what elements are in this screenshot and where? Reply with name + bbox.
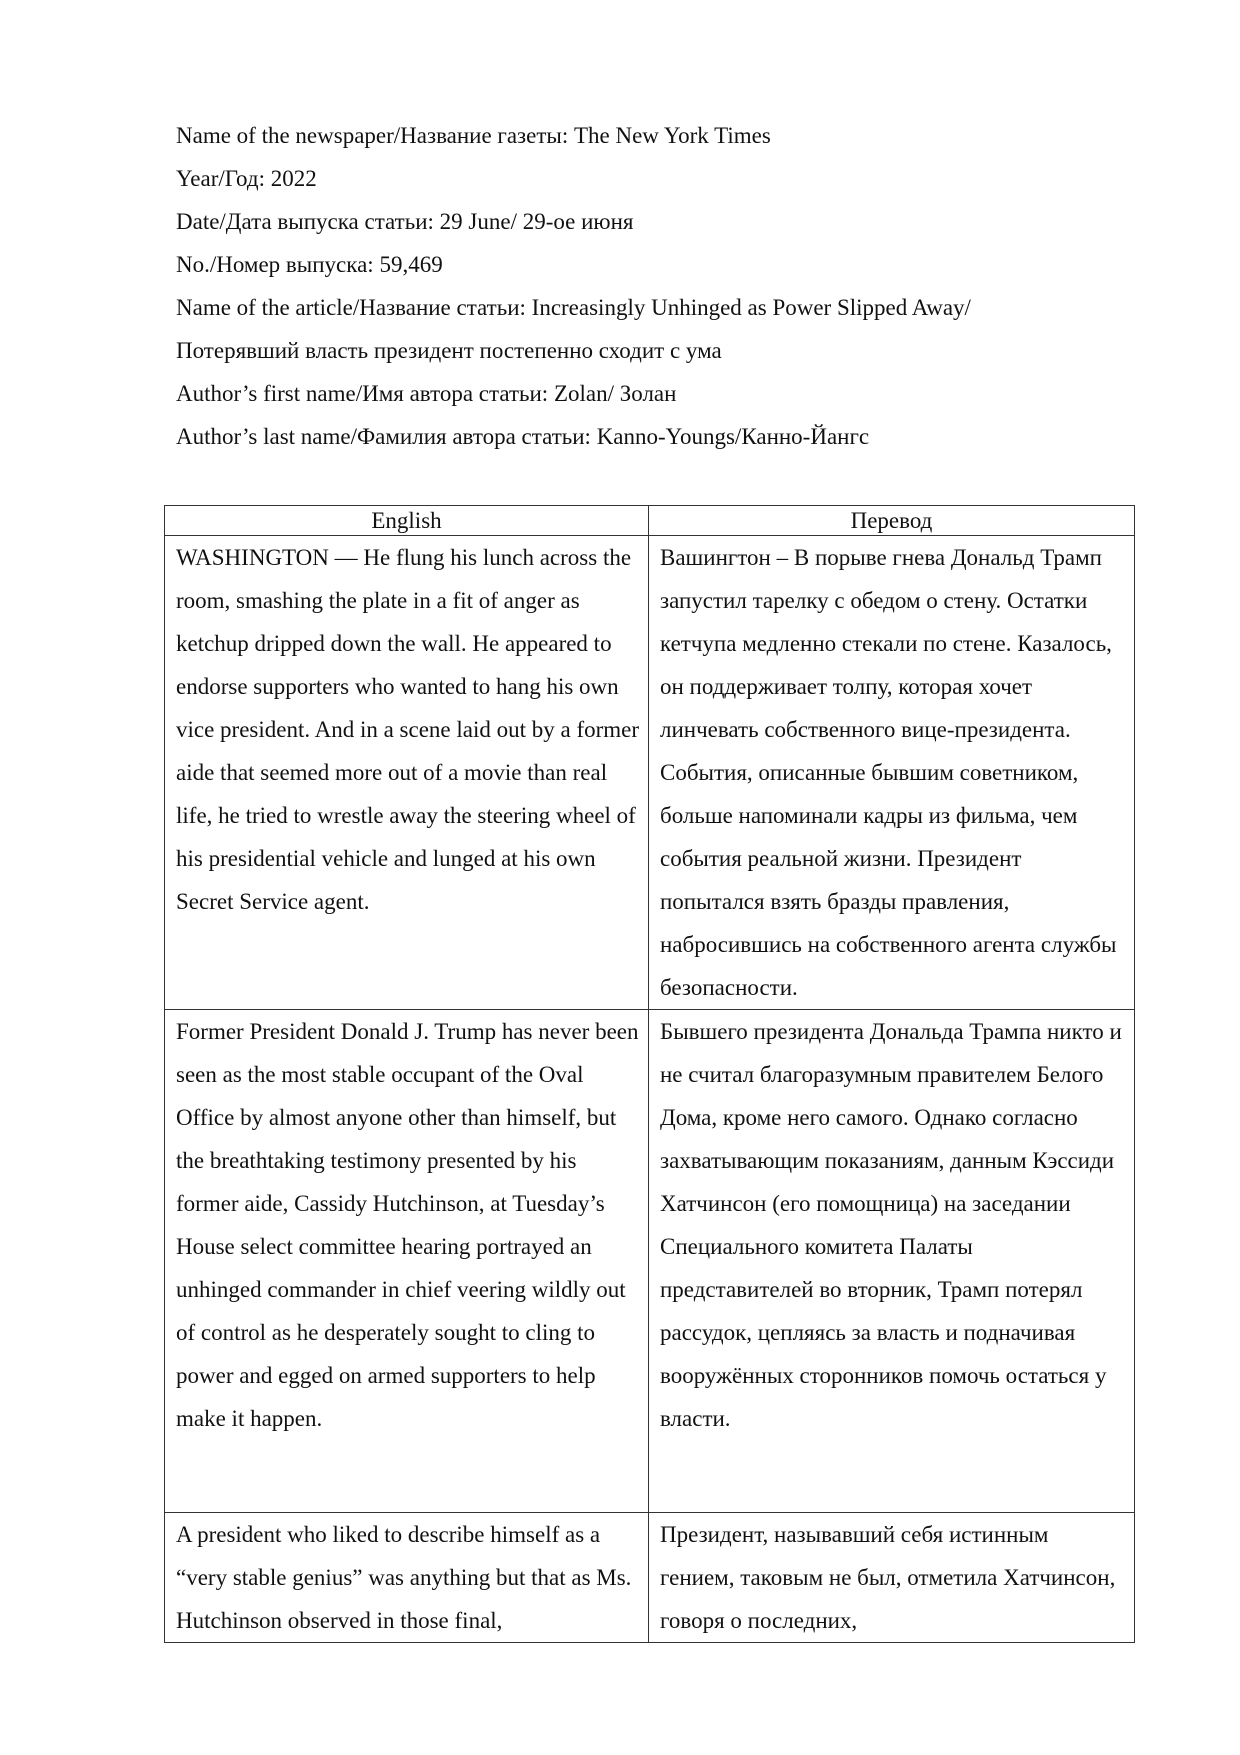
issue-number-line: No./Номер выпуска: 59,469 [176,252,443,277]
article-name-translation-line: Потерявший власть президент постепенно сходит с ума [176,338,722,363]
article-metadata [176,114,1096,458]
translation-cell: Бывшего президента Дональда Трампа никто и не считал благоразумным правителем Белого Дома, кроме него самого. Однако согласно захватывающим показаниям, данным Кэссиди Хатчинсон (его помощница) на заседании Специального комитета Палаты представителей во вторник, Трамп потерял рассудок, цепляясь за власть и подначивая вооружённых сторонников помочь остаться у власти. [649,1010,1135,1513]
translation-cell: Президент, называвший себя истинным гением, таковым не был, отметила Хатчинсон, говоря о последних, [649,1513,1135,1643]
english-cell: Former President Donald J. Trump has never been seen as the most stable occupant of the Oval Office by almost anyone other than himself, but the breathtaking testimony presented by his former aide, Cassidy Hutchinson, at Tuesday’s House select committee hearing portrayed an unhinged commander in chief veering wildly out of control as he desperately sought to cling to power and egged on armed supporters to help make it happen. [165,1010,649,1513]
author-last-name-line: Author’s last name/Фамилия автора статьи: Kanno-Youngs/Канно-Йангс [176,424,870,449]
table-header-row [165,506,1135,536]
newspaper-name-line: Name of the newspaper/Название газеты: The New York Times [176,123,771,148]
date-line: Date/Дата выпуска статьи: 29 June/ 29-ое июня [176,209,634,234]
table-row [165,1513,1135,1643]
article-name-line: Name of the article/Название статьи: Increasingly Unhinged as Power Slipped Away/ [176,295,971,320]
table-row [165,1010,1135,1513]
english-cell: A president who liked to describe himself as a “very stable genius” was anything but that as Ms. Hutchinson observed in those final, [165,1513,649,1643]
year-line: Year/Год: 2022 [176,166,317,191]
english-cell: WASHINGTON — He flung his lunch across the room, smashing the plate in a fit of anger as ketchup dripped down the wall. He appeared to endorse supporters who wanted to hang his own vice president. And in a scene laid out by a former aide that seemed more out of a movie than real life, he tried to wrestle away the steering wheel of his presidential vehicle and lunged at his own Secret Service agent. [165,536,649,1010]
column-header-translation: Перевод [649,506,1135,536]
author-first-name-line: Author’s first name/Имя автора статьи: Zolan/ Золан [176,381,677,406]
table-row [165,536,1135,1010]
translation-cell: Вашингтон – В порыве гнева Дональд Трамп запустил тарелку с обедом о стену. Остатки кетчупа медленно стекали по стене. Казалось, он поддерживает толпу, которая хочет линчевать собственного вице-президента. События, описанные бывшим советником, больше напоминали кадры из фильма, чем события реальной жизни. Президент попытался взять бразды правления, набросившись на собственного агента службы безопасности. [649,536,1135,1010]
column-header-english: English [165,506,649,536]
translation-table [164,505,1135,1643]
